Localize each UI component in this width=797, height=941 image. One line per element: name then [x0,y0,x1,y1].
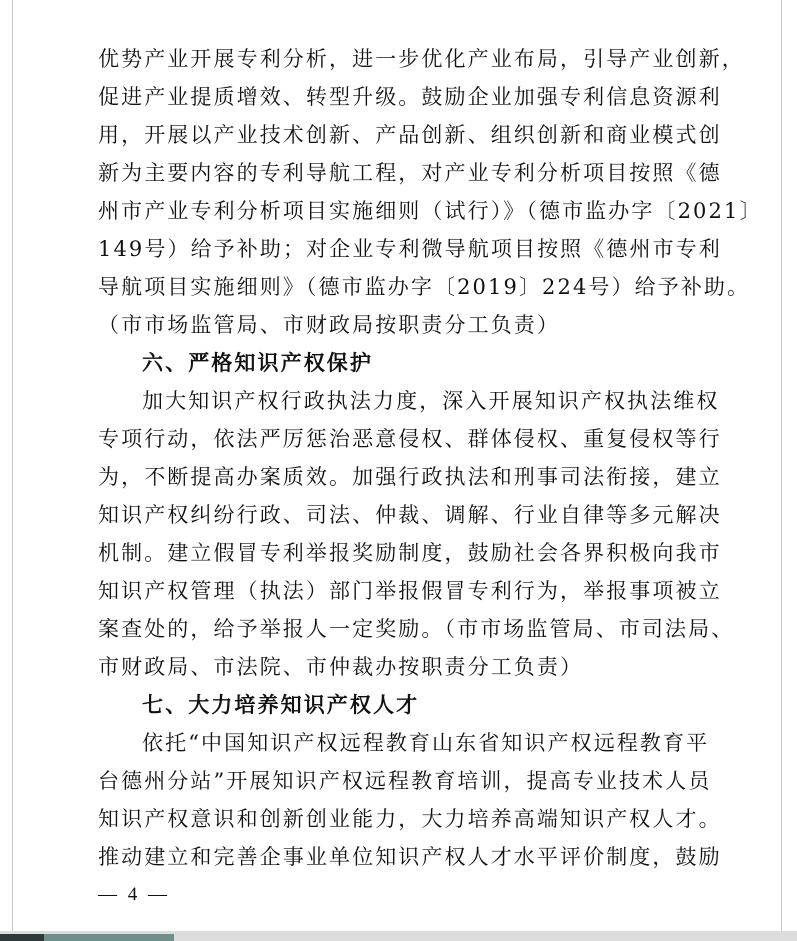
body-line: 案查处的，给予举报人一定奖励。（市市场监管局、市司法局、 [98,617,735,641]
body-line: 依托“中国知识产权远程教育山东省知识产权远程教育平 [142,731,710,755]
section-heading-6: 六、严格知识产权保护 [142,351,373,375]
body-line: 促进产业提质增效、转型升级。鼓励企业加强专利信息资源利 [98,85,722,109]
body-line: 加大知识产权行政执法力度，深入开展知识产权执法维权 [142,389,720,413]
body-line: 知识产权管理（执法）部门举报假冒专利行为，举报事项被立 [98,579,722,603]
bottom-strip-dark-segment [0,934,44,941]
body-line: 推动建立和完善企事业单位知识产权人才水平评价制度，鼓励 [98,845,722,869]
body-line: 导航项目实施细则》（德市监办字〔2019〕224号）给予补助。 [98,275,751,299]
body-line: 机制。建立假冒专利举报奖励制度，鼓励社会各界积极向我市 [98,541,722,565]
document-page [98,40,763,876]
body-line: 优势产业开展专利分析，进一步优化产业布局，引导产业创新， [98,47,745,71]
body-line: 州市产业专利分析项目实施细则（试行）》（德市监办字〔2021〕 [98,199,763,223]
body-line: 为，不断提高办案质效。加强行政执法和刑事司法衔接，建立 [98,465,722,489]
page-number: — 4 — [98,884,170,905]
body-line: 专项行动，依法严厉惩治恶意侵权、群体侵权、重复侵权等行 [98,427,722,451]
body-line: 知识产权纠纷行政、司法、仲裁、调解、行业自律等多元解决 [98,503,722,527]
body-line: 知识产权意识和创新创业能力，大力培养高端知识产权人才。 [98,807,722,831]
page-left-edge [12,0,13,941]
body-line: 市财政局、市法院、市仲裁办按职责分工负责） [98,655,584,679]
page-right-edge [781,0,782,941]
body-line: 用，开展以产业技术创新、产品创新、组织创新和商业模式创 [98,123,722,147]
body-line: 149号）给予补助；对企业专利微导航项目按照《德州市专利 [98,237,722,261]
body-line: 台德州分站”开展知识产权远程教育培训，提高专业技术人员 [98,769,712,793]
body-line: 新为主要内容的专利导航工程，对产业专利分析项目按照《德 [98,161,722,185]
bottom-strip-mid-segment [44,934,174,941]
bottom-edge-strip [0,931,797,941]
section-heading-7: 七、大力培养知识产权人才 [142,693,420,717]
body-line: （市市场监管局、市财政局按职责分工负责） [98,313,560,337]
